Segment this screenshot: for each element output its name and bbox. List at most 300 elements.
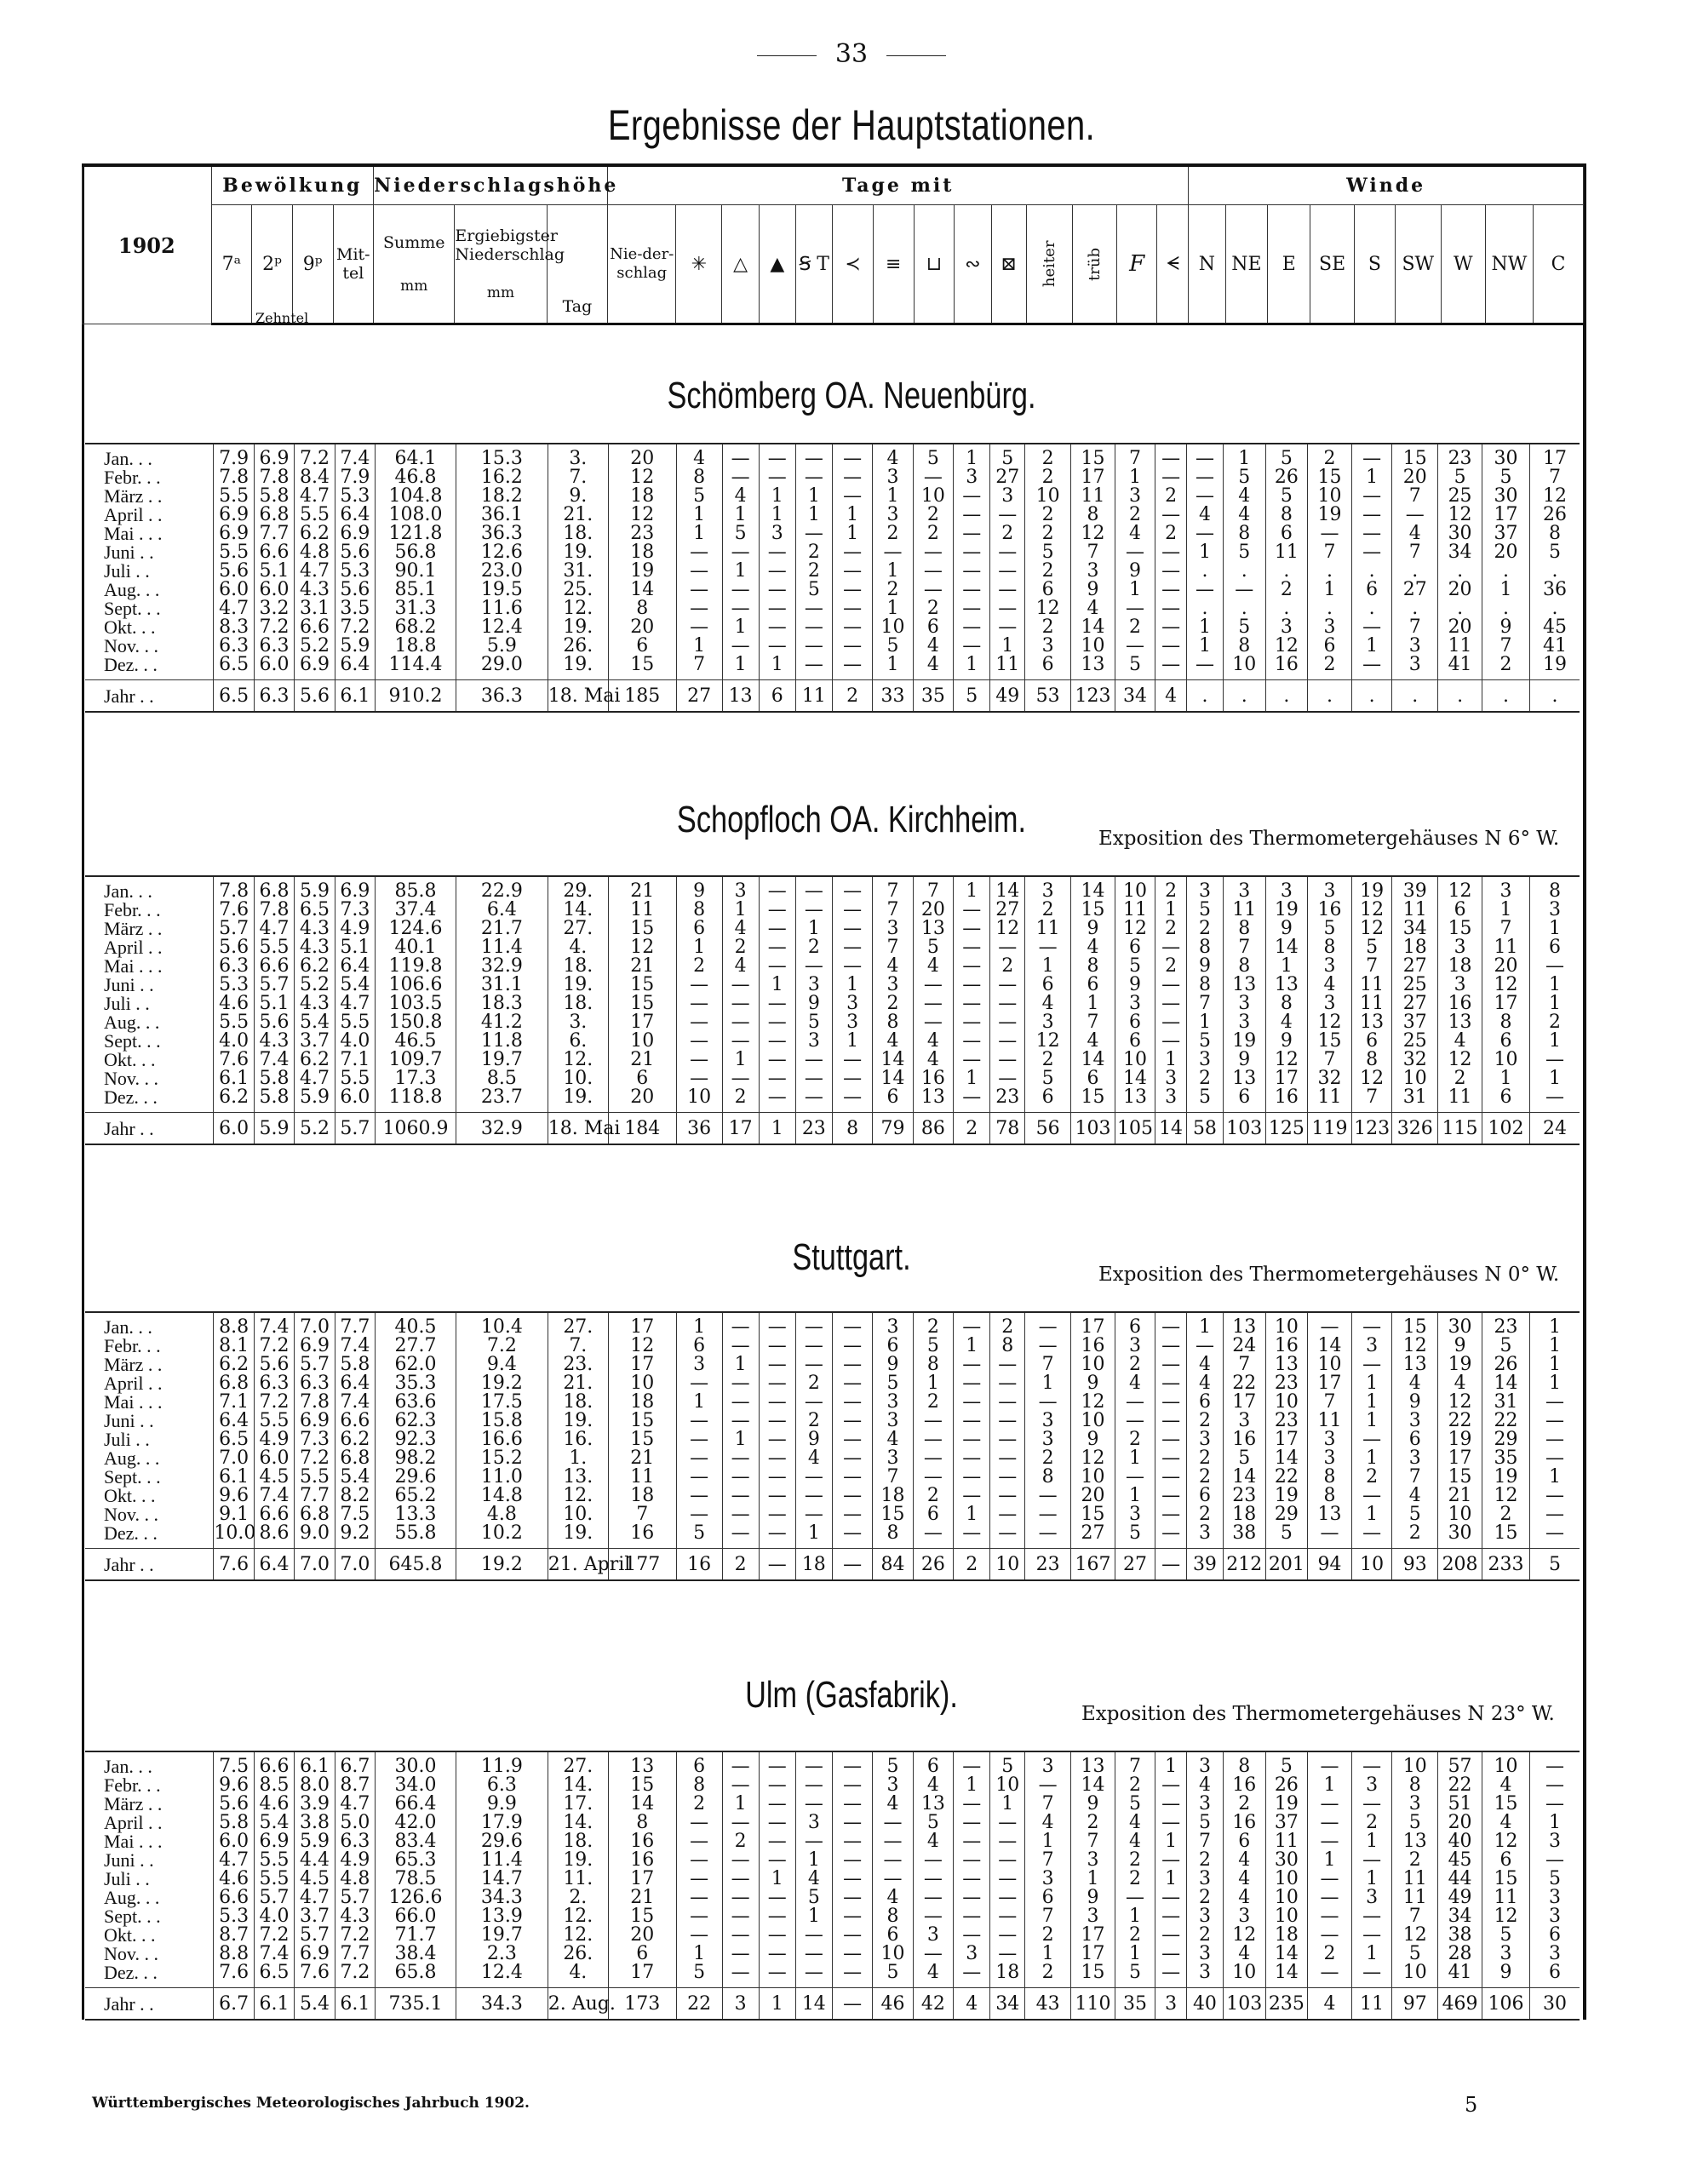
station-table-stuttgart: [85, 1311, 1580, 1581]
cell: —: [954, 920, 990, 938]
cell: —: [795, 1468, 832, 1487]
cell: 3: [990, 487, 1025, 506]
cell: 5.6: [214, 938, 254, 957]
cell: 12: [1529, 487, 1580, 506]
cell: 4: [1186, 1776, 1223, 1795]
row-label: Juli . .: [104, 560, 150, 582]
cell: 11: [1115, 901, 1155, 920]
cell: 62.0: [376, 1356, 456, 1374]
station-title-schopfloch: Schopfloch OA. Kirchheim.: [676, 799, 1027, 840]
row-label: Febr. . .: [104, 467, 161, 488]
cell: —: [1155, 1449, 1187, 1468]
cell: 16: [608, 1524, 676, 1549]
cell: 12.4: [456, 1963, 548, 1988]
cell: 2: [1186, 1851, 1223, 1870]
cell: 1: [676, 1312, 722, 1337]
cell: 5: [1115, 1963, 1155, 1988]
cell: 4.3: [295, 995, 335, 1013]
cell: 16.: [548, 1430, 608, 1449]
cell: 10.2: [456, 1524, 548, 1549]
cell: 5.9: [456, 637, 548, 656]
cell: 3: [873, 468, 913, 487]
cell: 16: [1224, 1776, 1266, 1795]
cell: 8: [1186, 938, 1223, 957]
cell: —: [759, 995, 795, 1013]
cell: 2: [1186, 1505, 1223, 1524]
cell: 3: [832, 995, 872, 1013]
cell: 4: [1155, 680, 1187, 713]
cell: 16: [1438, 995, 1482, 1013]
cell: 21: [608, 1449, 676, 1468]
cell: 19: [608, 562, 676, 581]
cell: 16: [1265, 1088, 1308, 1113]
cell: —: [990, 995, 1025, 1013]
cell: 8.8: [214, 1312, 254, 1337]
cell: 1: [1186, 1013, 1223, 1032]
cell: 8: [1351, 1051, 1391, 1069]
cell: 6.7: [335, 1751, 375, 1776]
cell: 35: [1482, 1449, 1529, 1468]
cell: —: [954, 1032, 990, 1051]
cell: 18.8: [376, 637, 456, 656]
cell: —: [722, 1907, 759, 1926]
cell: —: [990, 938, 1025, 957]
cell: —: [990, 1524, 1025, 1549]
cell: 4: [1025, 1814, 1071, 1832]
cell: .: [1265, 562, 1308, 581]
cell: 8: [1529, 525, 1580, 543]
cell: 5: [1529, 543, 1580, 562]
cell: 17: [608, 1356, 676, 1374]
cell: 7.4: [335, 444, 375, 468]
cell: —: [1186, 1337, 1223, 1356]
cell: 8: [1186, 976, 1223, 995]
cell: —: [795, 1795, 832, 1814]
cell: 105: [1115, 1113, 1155, 1145]
cell: 5.5: [335, 1069, 375, 1088]
cell: 12: [608, 938, 676, 957]
cell: 5: [990, 1751, 1025, 1776]
cell: 9: [1224, 1051, 1266, 1069]
cell: —: [1155, 1926, 1187, 1945]
cell: 6: [1115, 1312, 1155, 1337]
cell: 7: [873, 938, 913, 957]
cell: 2: [1186, 920, 1223, 938]
cell: 9.2: [335, 1524, 375, 1549]
cell: —: [1155, 1549, 1187, 1581]
cell: 6.9: [214, 506, 254, 525]
cell: —: [722, 976, 759, 995]
cell: —: [954, 1751, 990, 1776]
cell: —: [1155, 1412, 1187, 1430]
cell: —: [1351, 1851, 1391, 1870]
cell: —: [832, 562, 872, 581]
cell: 3: [1351, 1337, 1391, 1356]
cell: 18: [608, 487, 676, 506]
cell: 30: [1482, 444, 1529, 468]
cell: 64.1: [376, 444, 456, 468]
cell: 5.8: [254, 1069, 294, 1088]
cell: 34.0: [376, 1776, 456, 1795]
cell: —: [832, 656, 872, 680]
cell: 6.6: [254, 957, 294, 976]
cell: —: [795, 957, 832, 976]
cell: 167: [1071, 1549, 1115, 1581]
cell: —: [676, 1051, 722, 1069]
cell: —: [990, 1814, 1025, 1832]
cell: 40.1: [376, 938, 456, 957]
cell: 26: [913, 1549, 953, 1581]
cell: 2: [676, 957, 722, 976]
cell: 6.0: [214, 581, 254, 599]
cell: —: [1155, 1013, 1187, 1032]
cell: 31: [1392, 1088, 1438, 1113]
cell: —: [1351, 618, 1391, 637]
cell: 7: [1025, 1851, 1071, 1870]
cell: —: [1529, 1088, 1580, 1113]
cell: 15.2: [456, 1449, 548, 1468]
cell: 20: [1482, 957, 1529, 976]
cell: —: [832, 1851, 872, 1870]
cell: 1: [1529, 1069, 1580, 1088]
cell: 1: [1186, 618, 1223, 637]
table-row: [85, 656, 1580, 680]
cell: 4.3: [295, 938, 335, 957]
cell: 6.1: [214, 1069, 254, 1088]
cell: 2: [1308, 1945, 1352, 1963]
table-row: [85, 1795, 1580, 1814]
cell: —: [1155, 562, 1187, 581]
cell: —: [1155, 1505, 1187, 1524]
cell: 27.: [548, 920, 608, 938]
cell: 11.4: [456, 1851, 548, 1870]
cell: —: [990, 1505, 1025, 1524]
row-label: Febr. . .: [104, 1774, 161, 1796]
table-row: [85, 581, 1580, 599]
cell: 2: [795, 1412, 832, 1430]
cell: 7.4: [335, 1337, 375, 1356]
row-label: April . .: [104, 504, 163, 525]
cell: 5: [1115, 656, 1155, 680]
cell: —: [1308, 1312, 1352, 1337]
cell: 8: [990, 1337, 1025, 1356]
cell: 8: [1224, 525, 1266, 543]
cell: 19: [1265, 1487, 1308, 1505]
row-label: Sept. . .: [104, 598, 161, 619]
cell: —: [759, 1312, 795, 1337]
cell: —: [676, 562, 722, 581]
cell: 2: [873, 525, 913, 543]
cell: —: [722, 995, 759, 1013]
cell: 7.7: [335, 1945, 375, 1963]
cell: —: [722, 1505, 759, 1524]
cell: 5.7: [335, 1889, 375, 1907]
cell: 49: [990, 680, 1025, 713]
row-label: Juli . .: [104, 1429, 150, 1450]
table-row: [85, 637, 1580, 656]
cell: 5: [795, 1013, 832, 1032]
cell: —: [954, 1524, 990, 1549]
cell: 13: [1224, 976, 1266, 995]
cell: 4: [913, 1832, 953, 1851]
cell: 46: [873, 1988, 913, 2021]
cell: 9: [1392, 1393, 1438, 1412]
cell: 5.4: [335, 1468, 375, 1487]
cell: —: [795, 1776, 832, 1795]
cell: 7.7: [254, 525, 294, 543]
cell: 1: [759, 1113, 795, 1145]
cell: —: [759, 1088, 795, 1113]
cell: 2: [1115, 1870, 1155, 1889]
row-label: Mai . . .: [104, 1391, 163, 1413]
station-title-stuttgart: Stuttgart.: [792, 1236, 911, 1278]
cell: —: [954, 1088, 990, 1113]
cell: 23: [1265, 1374, 1308, 1393]
cell: 18.: [548, 1393, 608, 1412]
cell: 11.9: [456, 1751, 548, 1776]
cell: 25: [1392, 1032, 1438, 1051]
cell: 20: [608, 444, 676, 468]
cell: 6.3: [254, 637, 294, 656]
cell: 5.1: [254, 995, 294, 1013]
cell: 4.3: [335, 1907, 375, 1926]
cell: 2.: [548, 1889, 608, 1907]
cell: 18: [608, 1487, 676, 1505]
cell: 2: [795, 1374, 832, 1393]
cell: 3: [1265, 618, 1308, 637]
cell: —: [759, 1907, 795, 1926]
cell: 8: [676, 1776, 722, 1795]
cell: 5.5: [295, 506, 335, 525]
cell: —: [832, 920, 872, 938]
cell: 4: [913, 957, 953, 976]
cell: —: [759, 1926, 795, 1945]
cell: 5: [954, 680, 990, 713]
cell: 13: [913, 1088, 953, 1113]
cell: 24: [1529, 1113, 1580, 1145]
cell: 6.5: [214, 656, 254, 680]
cell: 4: [1224, 1889, 1266, 1907]
cell: 27: [1392, 995, 1438, 1013]
cell: 7.4: [254, 1312, 294, 1337]
cell: 29.6: [456, 1832, 548, 1851]
cell: 56: [1025, 1113, 1071, 1145]
cell: —: [913, 1449, 953, 1468]
cell: 20: [1071, 1487, 1115, 1505]
cell: 1: [1351, 1870, 1391, 1889]
cell: —: [990, 1412, 1025, 1430]
cell: 6.0: [254, 581, 294, 599]
cell: —: [832, 487, 872, 506]
cell: 10: [1265, 1312, 1308, 1337]
cell: 30: [1482, 487, 1529, 506]
cell: 6.8: [295, 1505, 335, 1524]
cell: 5: [1529, 1870, 1580, 1889]
cell: 3: [954, 1945, 990, 1963]
cell: —: [990, 506, 1025, 525]
cell: 2: [990, 957, 1025, 976]
cell: 8: [1224, 637, 1266, 656]
cell: 1: [722, 506, 759, 525]
cell: 16: [1265, 656, 1308, 680]
cell: 1: [1115, 1907, 1155, 1926]
cell: —: [722, 1963, 759, 1988]
cell: 5.6: [214, 1795, 254, 1814]
cell: 31: [1482, 1393, 1529, 1412]
cell: —: [676, 1926, 722, 1945]
cell: —: [832, 1945, 872, 1963]
cell: —: [1351, 543, 1391, 562]
table-row: [85, 1337, 1580, 1356]
cell: 4.6: [214, 995, 254, 1013]
cell: 12: [1071, 1449, 1115, 1468]
cell: 6.4: [214, 1412, 254, 1430]
cell: —: [1115, 1412, 1155, 1430]
cell: 5.5: [254, 938, 294, 957]
cell: 9: [873, 1356, 913, 1374]
cell: 11: [1265, 1832, 1308, 1851]
cell: 6.0: [254, 656, 294, 680]
cell: —: [1155, 444, 1187, 468]
cell: 32.9: [456, 1113, 548, 1145]
cell: 19.: [548, 1524, 608, 1549]
cell: 1: [1351, 637, 1391, 656]
cell: 18: [1265, 1926, 1308, 1945]
cell: —: [1308, 1870, 1352, 1889]
cell: 15: [1308, 468, 1352, 487]
cell: —: [759, 957, 795, 976]
cell: 6.2: [295, 957, 335, 976]
cell: 9: [1265, 1032, 1308, 1051]
cell: 12.: [548, 599, 608, 618]
cell: 5: [1482, 468, 1529, 487]
cell: —: [722, 1412, 759, 1430]
cell: 39: [1392, 876, 1438, 901]
cell: —: [1155, 1393, 1187, 1412]
cell: 12: [1438, 876, 1482, 901]
cell: —: [832, 1337, 872, 1356]
cell: —: [1308, 525, 1352, 543]
cell: 7.0: [295, 1312, 335, 1337]
wind-calm: C: [1534, 205, 1584, 324]
table-row-jahr: [85, 1549, 1580, 1581]
cell: 3.1: [295, 599, 335, 618]
cell: 6.5: [254, 1963, 294, 1988]
cell: 11: [1351, 1988, 1391, 2021]
cell: —: [722, 1889, 759, 1907]
cell: 40: [1186, 1988, 1223, 2021]
row-label: Aug. . .: [104, 579, 160, 600]
cell: —: [1155, 1032, 1187, 1051]
cell: 5.7: [254, 976, 294, 995]
wind-e: E: [1268, 205, 1310, 324]
cell: 10: [1308, 1356, 1352, 1374]
cell: 5: [990, 444, 1025, 468]
cell: —: [759, 876, 795, 901]
cell: 27: [1115, 1549, 1155, 1581]
cell: 3.7: [295, 1907, 335, 1926]
cell: 8: [1224, 920, 1266, 938]
cell: —: [832, 444, 872, 468]
cell: 13: [1265, 976, 1308, 995]
table-row: [85, 1851, 1580, 1870]
cell: —: [954, 995, 990, 1013]
cell: —: [759, 1356, 795, 1374]
cell: —: [795, 1945, 832, 1963]
cell: 9: [1071, 920, 1115, 938]
cell: 6: [913, 618, 953, 637]
cell: —: [1529, 1449, 1580, 1468]
cell: 6.2: [214, 1356, 254, 1374]
cell: 21.: [548, 506, 608, 525]
cell: 4: [1025, 995, 1071, 1013]
cell: .: [1529, 680, 1580, 713]
cell: 11: [1438, 637, 1482, 656]
cell: 1: [1351, 1449, 1391, 1468]
cell: 35: [913, 680, 953, 713]
cell: 13: [1115, 1088, 1155, 1113]
cell: 65.8: [376, 1963, 456, 1988]
table-row: [85, 1069, 1580, 1088]
table-row: [85, 1088, 1580, 1113]
cell: 3: [1115, 487, 1155, 506]
cell: —: [795, 599, 832, 618]
cell: 2. Aug.: [548, 1988, 608, 2021]
cell: 6: [676, 1337, 722, 1356]
cell: 11: [1438, 1088, 1482, 1113]
cell: 6.4: [254, 1549, 294, 1581]
cell: 1: [1186, 543, 1223, 562]
cell: 22: [1224, 1374, 1266, 1393]
cell: 12: [1351, 901, 1391, 920]
cell: 12: [1115, 920, 1155, 938]
cell: 34.3: [456, 1889, 548, 1907]
cell: 3: [795, 1032, 832, 1051]
cell: 14: [1308, 1337, 1352, 1356]
cell: 7.2: [254, 1926, 294, 1945]
wind-sw: SW: [1395, 205, 1441, 324]
cell: 8.5: [254, 1776, 294, 1795]
cell: 6.2: [295, 525, 335, 543]
cell: 23: [1224, 1487, 1266, 1505]
cell: —: [990, 976, 1025, 995]
cell: 3: [1186, 1963, 1223, 1988]
cell: —: [1186, 468, 1223, 487]
cell: —: [1186, 656, 1223, 680]
cell: 15: [608, 1776, 676, 1795]
table-row: [85, 444, 1580, 468]
cell: 83.4: [376, 1832, 456, 1851]
cell: 6: [1438, 901, 1482, 920]
row-label: Dez. . .: [104, 654, 158, 675]
cell: 27: [990, 468, 1025, 487]
cell: 6.7: [214, 1988, 254, 2021]
cell: —: [676, 1870, 722, 1889]
cell: —: [722, 444, 759, 468]
cell: —: [795, 618, 832, 637]
cell: 11.4: [456, 938, 548, 957]
table-row: [85, 1449, 1580, 1468]
cell: 7: [1224, 1356, 1266, 1374]
cell: —: [1351, 1907, 1391, 1926]
cell: 4: [1482, 1776, 1529, 1795]
cell: —: [990, 1356, 1025, 1374]
cell: —: [722, 543, 759, 562]
cell: 18. Mai: [548, 1113, 608, 1145]
cell: 7: [1392, 1468, 1438, 1487]
cell: 4: [1392, 525, 1438, 543]
cell: .: [1529, 599, 1580, 618]
